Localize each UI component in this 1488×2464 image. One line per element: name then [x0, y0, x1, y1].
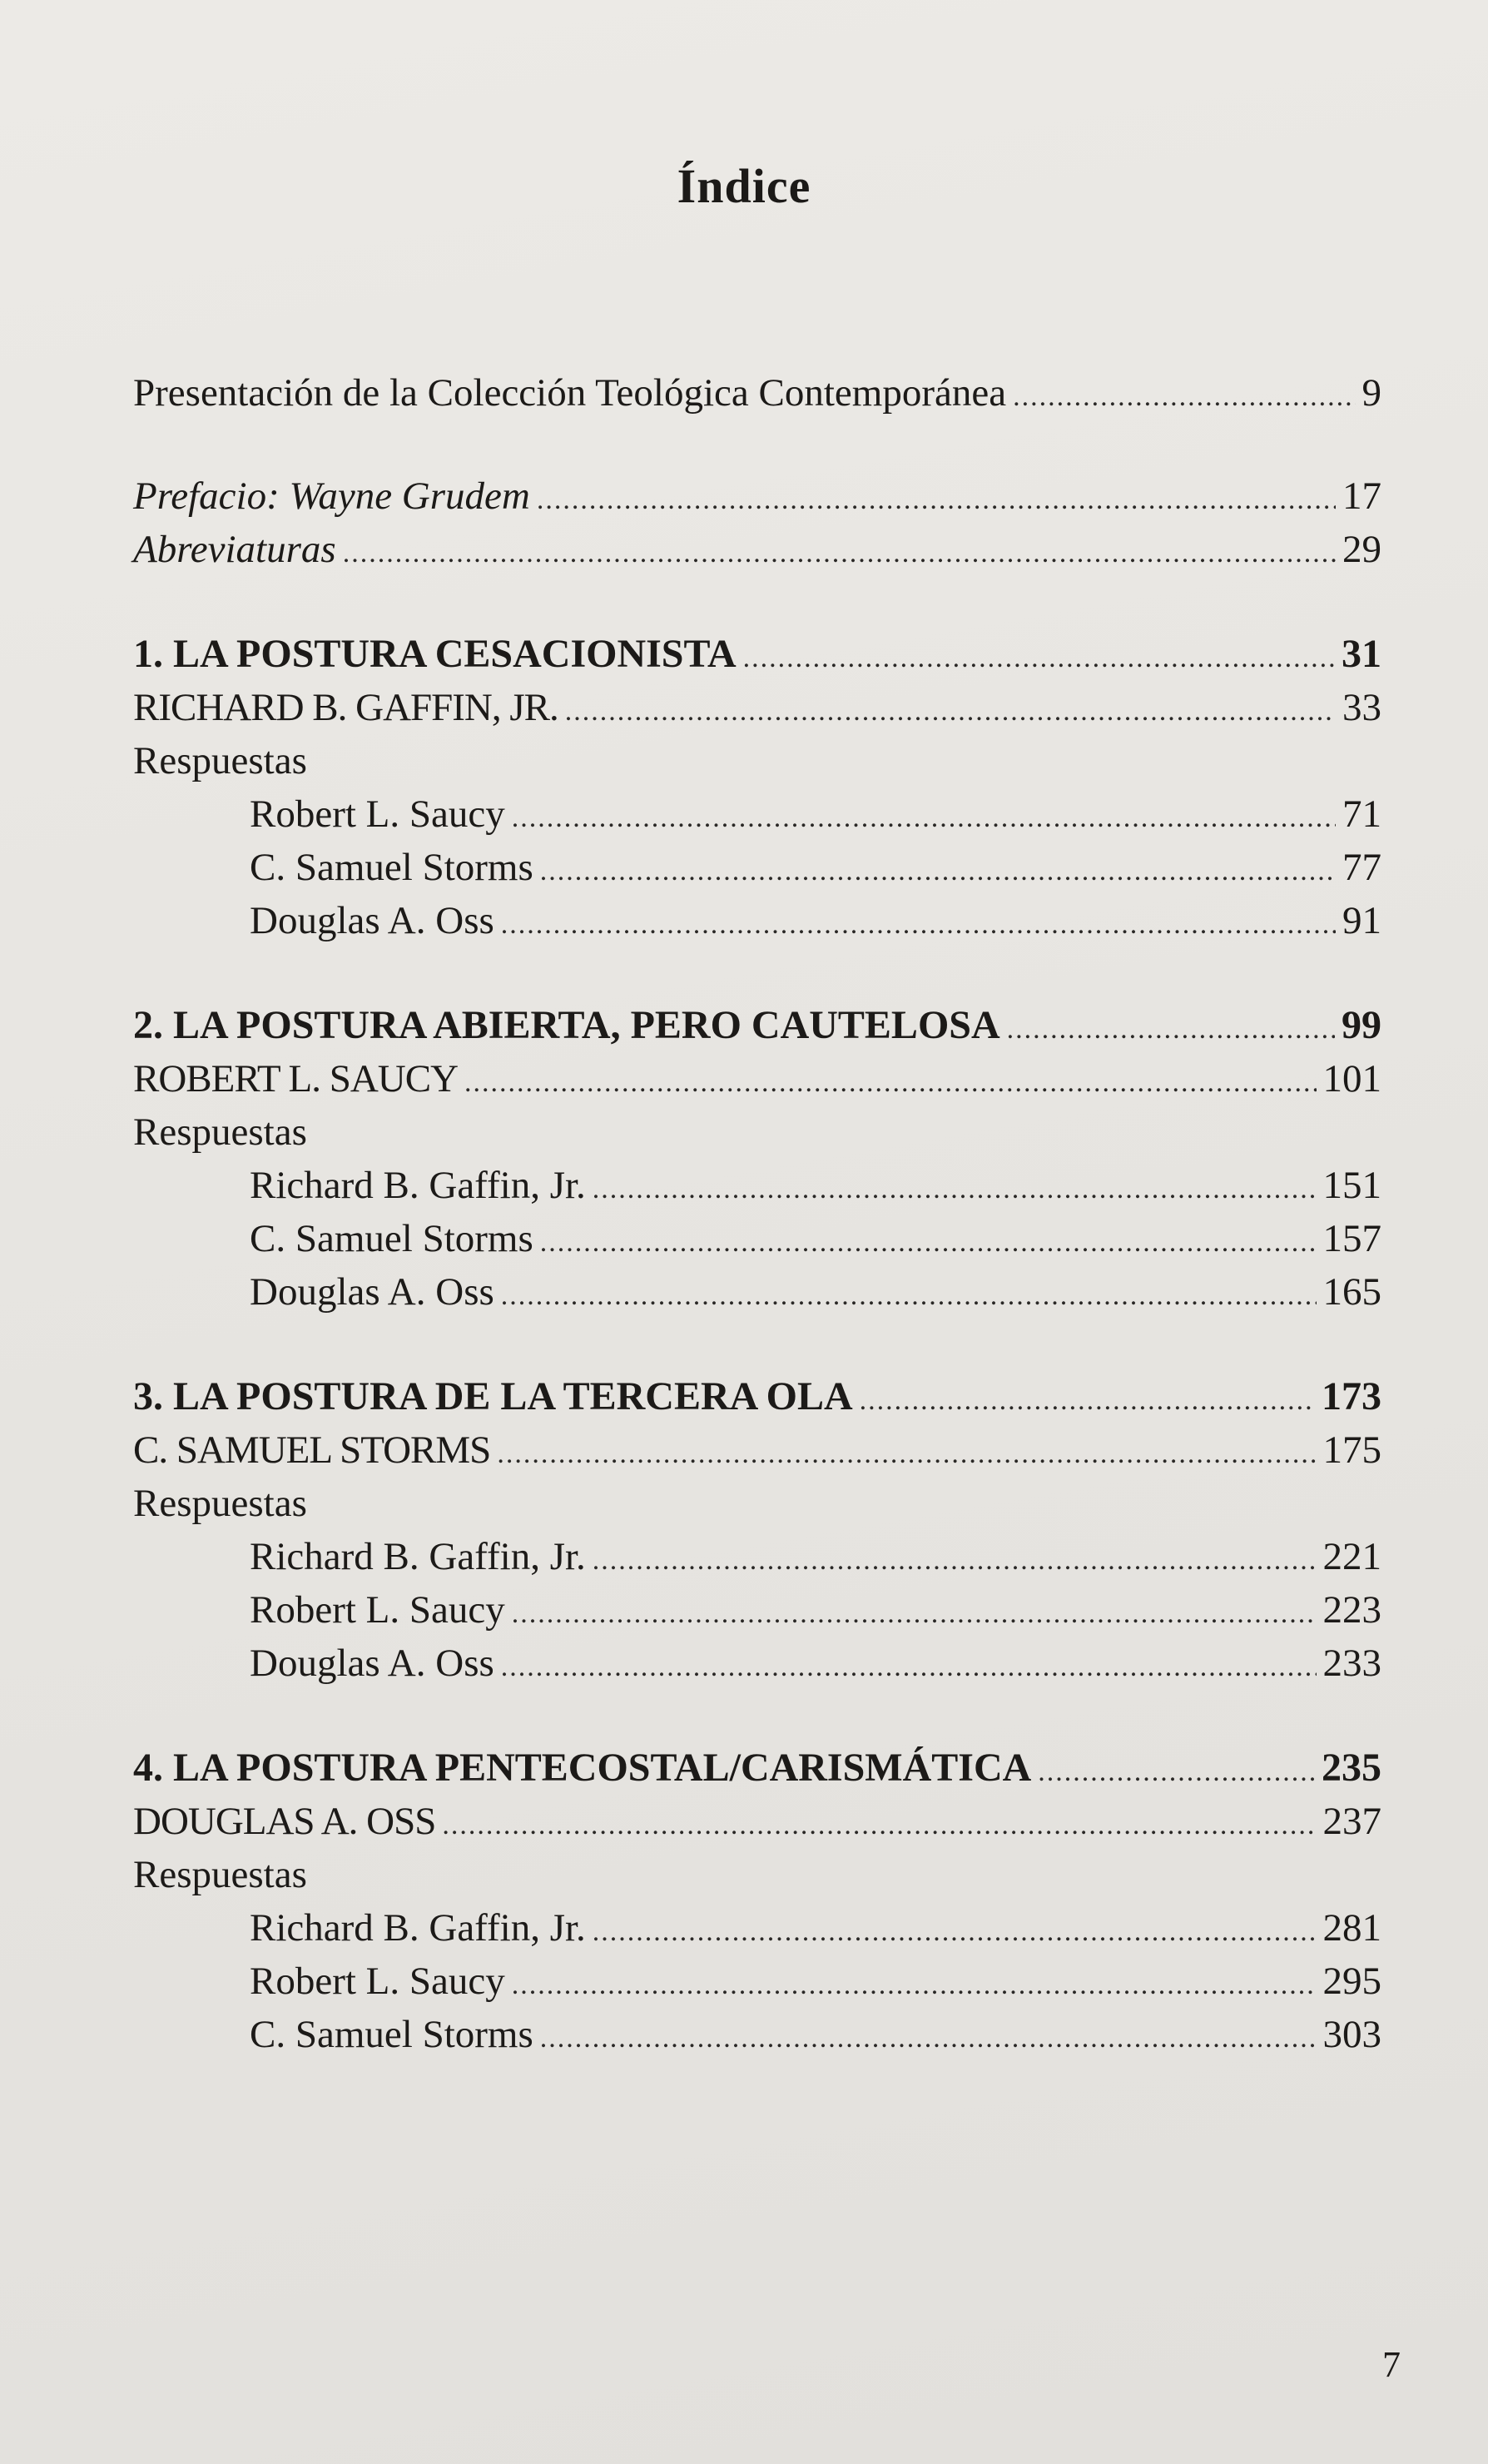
toc-entry-label: Richard B. Gaffin, Jr. [250, 1906, 586, 1950]
toc-response-entry [133, 1583, 1381, 1637]
toc-entry-label: C. Samuel Storms [250, 1217, 533, 1260]
toc-entry-prefacio [133, 469, 1381, 523]
toc-entry-label: C. Samuel Storms [250, 846, 533, 889]
dot-leader [540, 841, 1336, 898]
toc-entry-page: 77 [1342, 846, 1381, 889]
dot-leader [343, 523, 1336, 580]
toc-response-entry [133, 2008, 1381, 2061]
toc-entry-label: Presentación de la Colección Teológica Contemporánea [133, 371, 1007, 415]
dot-leader [512, 1955, 1317, 2012]
toc-entry-label: Robert L. Saucy [250, 1960, 505, 2003]
toc-entry-page: 165 [1322, 1270, 1381, 1314]
toc-entry-page: 101 [1322, 1057, 1381, 1100]
toc-section-4 [133, 1741, 1381, 1795]
toc-entry-label: Douglas A. Oss [250, 899, 494, 942]
toc-author-essay [133, 681, 1381, 734]
dot-leader [565, 681, 1336, 738]
dot-leader [464, 1052, 1316, 1110]
toc-response-entry [133, 787, 1381, 841]
dot-leader [512, 1583, 1317, 1641]
dot-leader [501, 1637, 1317, 1694]
dot-leader [593, 1530, 1317, 1587]
toc-entry-label: DOUGLAS A. OSS [133, 1800, 436, 1843]
toc-section-page: 31 [1342, 632, 1381, 676]
toc-responses-heading: Respuestas [133, 739, 307, 782]
toc-section-3 [133, 1370, 1381, 1423]
toc-section-page: 235 [1322, 1746, 1381, 1790]
toc-entry-label: Douglas A. Oss [250, 1642, 494, 1685]
toc-entry-label: Robert L. Saucy [250, 1588, 505, 1632]
toc-entry-page: 157 [1322, 1217, 1381, 1260]
toc-response-entry [133, 1159, 1381, 1212]
toc-entry-abreviaturas [133, 523, 1381, 576]
dot-leader [442, 1795, 1316, 1852]
toc-entry-label: Richard B. Gaffin, Jr. [250, 1164, 586, 1207]
toc-entry-page: 91 [1342, 899, 1381, 942]
toc-entry-label: Prefacio: Wayne Grudem [133, 474, 530, 518]
dot-leader [537, 469, 1336, 527]
toc-entry-page: 281 [1322, 1906, 1381, 1950]
toc-section-1 [133, 628, 1381, 681]
toc-response-entry [133, 894, 1381, 947]
toc-section-label: 2. LA POSTURA ABIERTA, PERO CAUTELOSA [133, 1003, 1000, 1047]
toc-entry-label: RICHARD B. GAFFIN, JR. [133, 686, 558, 729]
toc-response-entry [133, 841, 1381, 894]
toc-entry-label: C. SAMUEL STORMS [133, 1428, 491, 1472]
toc-entry-label: C. Samuel Storms [250, 2013, 533, 2056]
toc-entry-page: 33 [1342, 686, 1381, 729]
toc-entry-label: Robert L. Saucy [250, 792, 505, 836]
toc-entry-label: Douglas A. Oss [250, 1270, 494, 1314]
toc-response-entry [133, 1530, 1381, 1583]
toc-responses-heading: Respuestas [133, 1482, 307, 1525]
toc-section-label: 1. LA POSTURA CESACIONISTA [133, 632, 737, 676]
dot-leader [1013, 366, 1355, 424]
toc-author-essay [133, 1423, 1381, 1477]
dot-leader [497, 1423, 1316, 1481]
toc-author-essay [133, 1052, 1381, 1105]
page-number: 7 [1382, 2344, 1401, 2385]
toc-response-entry [133, 1637, 1381, 1690]
toc-entry-page: 233 [1322, 1642, 1381, 1685]
dot-leader [743, 628, 1335, 685]
dot-leader [593, 1159, 1317, 1216]
table-of-contents [133, 366, 1381, 2061]
dot-leader [860, 1370, 1315, 1428]
toc-entry-page: 71 [1342, 792, 1381, 836]
dot-leader [540, 1212, 1317, 1269]
page-title: Índice [677, 159, 811, 213]
toc-entry-label: Abreviaturas [133, 528, 336, 571]
toc-responses-heading: Respuestas [133, 1853, 307, 1896]
toc-entry-page: 303 [1322, 2013, 1381, 2056]
toc-entry-page: 17 [1342, 474, 1381, 518]
toc-entry-page: 237 [1322, 1800, 1381, 1843]
toc-response-entry [133, 1955, 1381, 2008]
toc-author-essay [133, 1795, 1381, 1848]
toc-section-2 [133, 999, 1381, 1052]
toc-section-label: 4. LA POSTURA PENTECOSTAL/CARISMÁTICA [133, 1746, 1032, 1790]
dot-leader [1007, 999, 1335, 1056]
toc-section-label: 3. LA POSTURA DE LA TERCERA OLA [133, 1374, 853, 1418]
toc-entry-label: ROBERT L. SAUCY [133, 1057, 459, 1100]
toc-entry-page: 9 [1362, 371, 1381, 415]
dot-leader [501, 1265, 1317, 1323]
toc-entry-page: 29 [1342, 528, 1381, 571]
dot-leader [501, 894, 1336, 951]
toc-response-entry [133, 1265, 1381, 1319]
dot-leader [540, 2008, 1317, 2065]
toc-entry-page: 175 [1322, 1428, 1381, 1472]
toc-entry-page: 151 [1322, 1164, 1381, 1207]
toc-responses-heading: Respuestas [133, 1110, 307, 1154]
toc-entry-page: 295 [1322, 1960, 1381, 2003]
toc-response-entry [133, 1212, 1381, 1265]
dot-leader [512, 787, 1336, 845]
toc-section-page: 173 [1322, 1374, 1381, 1418]
toc-entry-page: 223 [1322, 1588, 1381, 1632]
toc-entry-page: 221 [1322, 1535, 1381, 1578]
toc-response-entry [133, 1901, 1381, 1955]
toc-entry-presentacion [133, 366, 1381, 420]
dot-leader [593, 1901, 1317, 1959]
toc-entry-label: Richard B. Gaffin, Jr. [250, 1535, 586, 1578]
dot-leader [1038, 1741, 1315, 1799]
toc-section-page: 99 [1342, 1003, 1381, 1047]
